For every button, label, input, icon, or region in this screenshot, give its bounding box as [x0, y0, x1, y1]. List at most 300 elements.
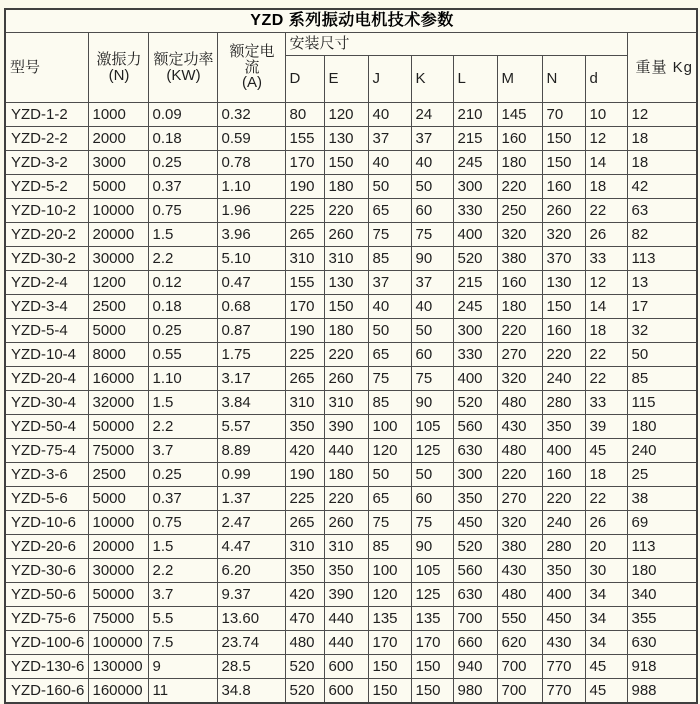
cell-dim-d-minor: 10 — [585, 103, 627, 127]
cell-force-n: 160000 — [88, 679, 148, 704]
cell-force-n: 30000 — [88, 247, 148, 271]
cell-current-a: 1.96 — [217, 199, 285, 223]
cell-dim-n: 150 — [542, 295, 585, 319]
cell-dim-m: 160 — [497, 271, 542, 295]
cell-weight-kg: 630 — [627, 631, 697, 655]
cell-dim-m: 320 — [497, 223, 542, 247]
cell-weight-kg: 38 — [627, 487, 697, 511]
cell-dim-e: 390 — [324, 583, 368, 607]
cell-dim-d-major: 520 — [285, 679, 324, 704]
cell-dim-m: 480 — [497, 439, 542, 463]
table-row — [5, 151, 697, 175]
cell-model: YZD-2-2 — [5, 127, 88, 151]
col-header-dim-j: J — [368, 56, 411, 103]
cell-weight-kg: 355 — [627, 607, 697, 631]
cell-model: YZD-160-6 — [5, 679, 88, 704]
cell-model: YZD-10-4 — [5, 343, 88, 367]
cell-weight-kg: 25 — [627, 463, 697, 487]
cell-model: YZD-5-4 — [5, 319, 88, 343]
cell-force-n: 20000 — [88, 535, 148, 559]
cell-power-kw: 0.25 — [148, 319, 217, 343]
cell-dim-e: 130 — [324, 271, 368, 295]
cell-dim-l: 300 — [453, 319, 497, 343]
cell-current-a: 1.37 — [217, 487, 285, 511]
cell-force-n: 100000 — [88, 631, 148, 655]
col-header-dim-e: E — [324, 56, 368, 103]
cell-dim-l: 630 — [453, 439, 497, 463]
cell-power-kw: 0.18 — [148, 127, 217, 151]
cell-dim-n: 260 — [542, 199, 585, 223]
cell-dim-k: 50 — [411, 463, 453, 487]
cell-dim-d-major: 190 — [285, 175, 324, 199]
cell-force-n: 10000 — [88, 511, 148, 535]
table-row — [5, 343, 697, 367]
cell-force-n: 50000 — [88, 415, 148, 439]
cell-model: YZD-75-4 — [5, 439, 88, 463]
cell-dim-d-major: 265 — [285, 367, 324, 391]
cell-dim-k: 150 — [411, 655, 453, 679]
cell-dim-l: 300 — [453, 175, 497, 199]
cell-dim-e: 180 — [324, 319, 368, 343]
cell-dim-m: 220 — [497, 463, 542, 487]
cell-model: YZD-3-2 — [5, 151, 88, 175]
cell-force-n: 5000 — [88, 175, 148, 199]
table-row — [5, 463, 697, 487]
cell-dim-d-minor: 45 — [585, 439, 627, 463]
cell-dim-e: 260 — [324, 223, 368, 247]
cell-power-kw: 1.5 — [148, 535, 217, 559]
cell-dim-d-minor: 22 — [585, 343, 627, 367]
table-row — [5, 223, 697, 247]
cell-current-a: 3.96 — [217, 223, 285, 247]
table-row — [5, 415, 697, 439]
cell-current-a: 23.74 — [217, 631, 285, 655]
col-header-force-unit: (N) — [108, 66, 130, 84]
cell-dim-e: 130 — [324, 127, 368, 151]
cell-dim-k: 37 — [411, 127, 453, 151]
cell-dim-l: 330 — [453, 343, 497, 367]
cell-force-n: 20000 — [88, 223, 148, 247]
cell-weight-kg: 180 — [627, 559, 697, 583]
col-header-force — [88, 33, 148, 103]
cell-dim-e: 260 — [324, 367, 368, 391]
cell-dim-n: 150 — [542, 127, 585, 151]
cell-dim-e: 310 — [324, 247, 368, 271]
cell-dim-n: 150 — [542, 151, 585, 175]
cell-dim-j: 40 — [368, 295, 411, 319]
cell-dim-n: 280 — [542, 391, 585, 415]
cell-dim-d-minor: 33 — [585, 391, 627, 415]
cell-dim-d-minor: 45 — [585, 679, 627, 704]
cell-force-n: 1200 — [88, 271, 148, 295]
cell-dim-d-major: 170 — [285, 151, 324, 175]
cell-dim-d-major: 420 — [285, 439, 324, 463]
cell-dim-n: 160 — [542, 319, 585, 343]
cell-current-a: 2.47 — [217, 511, 285, 535]
col-header-dim-m: M — [497, 56, 542, 103]
cell-dim-m: 250 — [497, 199, 542, 223]
cell-current-a: 0.99 — [217, 463, 285, 487]
cell-dim-e: 120 — [324, 103, 368, 127]
cell-model: YZD-3-4 — [5, 295, 88, 319]
cell-dim-d-minor: 34 — [585, 631, 627, 655]
cell-dim-n: 160 — [542, 175, 585, 199]
cell-weight-kg: 69 — [627, 511, 697, 535]
cell-dim-m: 700 — [497, 655, 542, 679]
cell-dim-m: 480 — [497, 391, 542, 415]
cell-dim-d-minor: 18 — [585, 175, 627, 199]
cell-model: YZD-1-2 — [5, 103, 88, 127]
cell-dim-d-minor: 33 — [585, 247, 627, 271]
cell-dim-e: 440 — [324, 607, 368, 631]
spec-table — [4, 8, 698, 704]
col-header-dim-k: K — [411, 56, 453, 103]
cell-dim-j: 37 — [368, 127, 411, 151]
table-row — [5, 127, 697, 151]
cell-dim-j: 65 — [368, 199, 411, 223]
cell-dim-e: 440 — [324, 439, 368, 463]
cell-dim-j: 85 — [368, 247, 411, 271]
cell-dim-k: 60 — [411, 343, 453, 367]
cell-dim-m: 220 — [497, 175, 542, 199]
cell-dim-e: 600 — [324, 679, 368, 704]
cell-model: YZD-5-2 — [5, 175, 88, 199]
cell-dim-d-major: 225 — [285, 343, 324, 367]
cell-dim-d-minor: 12 — [585, 271, 627, 295]
cell-weight-kg: 17 — [627, 295, 697, 319]
table-row — [5, 439, 697, 463]
cell-dim-d-minor: 39 — [585, 415, 627, 439]
cell-model: YZD-10-6 — [5, 511, 88, 535]
col-header-dim-l: L — [453, 56, 497, 103]
cell-dim-k: 50 — [411, 175, 453, 199]
cell-dim-e: 260 — [324, 511, 368, 535]
cell-dim-n: 770 — [542, 655, 585, 679]
cell-dim-j: 50 — [368, 463, 411, 487]
cell-dim-l: 245 — [453, 295, 497, 319]
cell-dim-d-major: 310 — [285, 247, 324, 271]
cell-weight-kg: 240 — [627, 439, 697, 463]
cell-dim-j: 85 — [368, 535, 411, 559]
cell-dim-k: 75 — [411, 511, 453, 535]
cell-force-n: 5000 — [88, 319, 148, 343]
cell-force-n: 3000 — [88, 151, 148, 175]
cell-dim-m: 380 — [497, 535, 542, 559]
cell-dim-k: 125 — [411, 583, 453, 607]
cell-force-n: 50000 — [88, 583, 148, 607]
cell-dim-l: 330 — [453, 199, 497, 223]
cell-dim-m: 480 — [497, 583, 542, 607]
cell-power-kw: 3.7 — [148, 439, 217, 463]
cell-weight-kg: 85 — [627, 367, 697, 391]
col-header-model: 型号 — [5, 33, 88, 103]
cell-dim-d-minor: 26 — [585, 511, 627, 535]
cell-dim-d-minor: 14 — [585, 295, 627, 319]
table-row — [5, 391, 697, 415]
table-row — [5, 175, 697, 199]
cell-dim-k: 150 — [411, 679, 453, 704]
cell-dim-e: 150 — [324, 295, 368, 319]
cell-weight-kg: 113 — [627, 247, 697, 271]
cell-dim-d-major: 310 — [285, 535, 324, 559]
table-row — [5, 247, 697, 271]
cell-dim-k: 24 — [411, 103, 453, 127]
col-header-dim-d-major: D — [285, 56, 324, 103]
cell-current-a: 28.5 — [217, 655, 285, 679]
cell-dim-d-major: 470 — [285, 607, 324, 631]
cell-dim-l: 215 — [453, 271, 497, 295]
cell-force-n: 30000 — [88, 559, 148, 583]
cell-dim-j: 150 — [368, 655, 411, 679]
cell-model: YZD-100-6 — [5, 631, 88, 655]
table-row — [5, 367, 697, 391]
cell-weight-kg: 918 — [627, 655, 697, 679]
header-row-top — [5, 33, 697, 56]
cell-model: YZD-130-6 — [5, 655, 88, 679]
cell-force-n: 16000 — [88, 367, 148, 391]
cell-dim-d-major: 190 — [285, 463, 324, 487]
cell-dim-d-major: 190 — [285, 319, 324, 343]
cell-dim-n: 430 — [542, 631, 585, 655]
col-header-dim-n: N — [542, 56, 585, 103]
cell-weight-kg: 18 — [627, 127, 697, 151]
cell-weight-kg: 180 — [627, 415, 697, 439]
table-row — [5, 607, 697, 631]
cell-dim-m: 430 — [497, 559, 542, 583]
cell-dim-l: 400 — [453, 223, 497, 247]
cell-dim-k: 105 — [411, 559, 453, 583]
title-row — [5, 9, 697, 33]
cell-current-a: 5.57 — [217, 415, 285, 439]
cell-model: YZD-20-2 — [5, 223, 88, 247]
cell-dim-m: 430 — [497, 415, 542, 439]
cell-dim-e: 220 — [324, 199, 368, 223]
cell-power-kw: 3.7 — [148, 583, 217, 607]
cell-dim-l: 630 — [453, 583, 497, 607]
cell-current-a: 0.32 — [217, 103, 285, 127]
cell-model: YZD-30-2 — [5, 247, 88, 271]
table-row — [5, 655, 697, 679]
cell-dim-d-major: 155 — [285, 127, 324, 151]
cell-dim-k: 90 — [411, 391, 453, 415]
cell-power-kw: 0.75 — [148, 511, 217, 535]
cell-weight-kg: 12 — [627, 103, 697, 127]
cell-dim-m: 320 — [497, 511, 542, 535]
cell-dim-j: 65 — [368, 487, 411, 511]
cell-dim-d-major: 225 — [285, 199, 324, 223]
col-header-power-unit: (KW) — [166, 66, 201, 84]
table-row — [5, 487, 697, 511]
cell-dim-l: 520 — [453, 391, 497, 415]
cell-dim-d-major: 480 — [285, 631, 324, 655]
cell-model: YZD-30-6 — [5, 559, 88, 583]
cell-dim-n: 160 — [542, 463, 585, 487]
cell-dim-l: 980 — [453, 679, 497, 704]
cell-dim-l: 660 — [453, 631, 497, 655]
cell-dim-e: 220 — [324, 343, 368, 367]
col-header-current-name1: 额定电 — [229, 42, 275, 60]
cell-current-a: 8.89 — [217, 439, 285, 463]
cell-dim-j: 100 — [368, 415, 411, 439]
cell-weight-kg: 50 — [627, 343, 697, 367]
cell-dim-j: 135 — [368, 607, 411, 631]
table-row — [5, 511, 697, 535]
cell-dim-j: 65 — [368, 343, 411, 367]
cell-dim-j: 50 — [368, 175, 411, 199]
page-title: YZD 系列振动电机技术参数 — [5, 9, 697, 33]
cell-dim-j: 50 — [368, 319, 411, 343]
cell-dim-n: 240 — [542, 511, 585, 535]
cell-dim-n: 280 — [542, 535, 585, 559]
cell-power-kw: 1.5 — [148, 223, 217, 247]
cell-power-kw: 2.2 — [148, 559, 217, 583]
col-header-current — [217, 33, 285, 103]
cell-dim-n: 220 — [542, 487, 585, 511]
cell-weight-kg: 42 — [627, 175, 697, 199]
cell-dim-d-minor: 34 — [585, 583, 627, 607]
cell-dim-l: 940 — [453, 655, 497, 679]
cell-dim-n: 320 — [542, 223, 585, 247]
cell-dim-e: 390 — [324, 415, 368, 439]
cell-dim-d-major: 225 — [285, 487, 324, 511]
cell-power-kw: 0.18 — [148, 295, 217, 319]
cell-dim-n: 240 — [542, 367, 585, 391]
cell-dim-n: 130 — [542, 271, 585, 295]
cell-dim-k: 50 — [411, 319, 453, 343]
cell-weight-kg: 340 — [627, 583, 697, 607]
cell-force-n: 8000 — [88, 343, 148, 367]
cell-dim-k: 40 — [411, 295, 453, 319]
cell-dim-e: 310 — [324, 535, 368, 559]
cell-model: YZD-50-6 — [5, 583, 88, 607]
cell-dim-k: 170 — [411, 631, 453, 655]
cell-force-n: 75000 — [88, 439, 148, 463]
cell-power-kw: 2.2 — [148, 415, 217, 439]
cell-dim-n: 220 — [542, 343, 585, 367]
cell-model: YZD-75-6 — [5, 607, 88, 631]
col-header-power-name: 额定功率 — [153, 50, 214, 68]
cell-power-kw: 0.37 — [148, 487, 217, 511]
cell-dim-j: 40 — [368, 103, 411, 127]
cell-dim-k: 125 — [411, 439, 453, 463]
cell-power-kw: 0.12 — [148, 271, 217, 295]
cell-dim-m: 270 — [497, 343, 542, 367]
cell-dim-l: 560 — [453, 559, 497, 583]
cell-model: YZD-10-2 — [5, 199, 88, 223]
cell-force-n: 2000 — [88, 127, 148, 151]
cell-current-a: 1.75 — [217, 343, 285, 367]
cell-dim-d-major: 265 — [285, 511, 324, 535]
cell-model: YZD-2-4 — [5, 271, 88, 295]
cell-dim-d-major: 155 — [285, 271, 324, 295]
cell-power-kw: 0.09 — [148, 103, 217, 127]
cell-weight-kg: 113 — [627, 535, 697, 559]
cell-dim-d-minor: 14 — [585, 151, 627, 175]
cell-dim-l: 520 — [453, 535, 497, 559]
cell-model: YZD-5-6 — [5, 487, 88, 511]
table-row — [5, 103, 697, 127]
cell-force-n: 2500 — [88, 463, 148, 487]
cell-model: YZD-30-4 — [5, 391, 88, 415]
table-row — [5, 631, 697, 655]
table-row — [5, 583, 697, 607]
cell-dim-d-major: 420 — [285, 583, 324, 607]
cell-current-a: 0.59 — [217, 127, 285, 151]
col-header-current-name2: 流 — [244, 58, 260, 76]
cell-current-a: 34.8 — [217, 679, 285, 704]
cell-dim-m: 550 — [497, 607, 542, 631]
cell-power-kw: 0.55 — [148, 343, 217, 367]
cell-dim-n: 370 — [542, 247, 585, 271]
cell-dim-k: 90 — [411, 247, 453, 271]
cell-dim-m: 320 — [497, 367, 542, 391]
cell-dim-n: 350 — [542, 415, 585, 439]
cell-dim-k: 60 — [411, 487, 453, 511]
cell-model: YZD-20-4 — [5, 367, 88, 391]
cell-power-kw: 1.5 — [148, 391, 217, 415]
cell-dim-d-minor: 18 — [585, 463, 627, 487]
cell-force-n: 10000 — [88, 199, 148, 223]
cell-dim-l: 450 — [453, 511, 497, 535]
cell-dim-m: 380 — [497, 247, 542, 271]
cell-dim-j: 170 — [368, 631, 411, 655]
cell-dim-e: 310 — [324, 391, 368, 415]
cell-current-a: 6.20 — [217, 559, 285, 583]
cell-dim-d-minor: 22 — [585, 487, 627, 511]
cell-dim-l: 700 — [453, 607, 497, 631]
cell-dim-e: 350 — [324, 559, 368, 583]
cell-dim-j: 75 — [368, 367, 411, 391]
cell-dim-d-major: 310 — [285, 391, 324, 415]
cell-dim-d-minor: 22 — [585, 199, 627, 223]
cell-dim-l: 210 — [453, 103, 497, 127]
cell-model: YZD-20-6 — [5, 535, 88, 559]
cell-dim-d-minor: 20 — [585, 535, 627, 559]
cell-force-n: 75000 — [88, 607, 148, 631]
cell-weight-kg: 18 — [627, 151, 697, 175]
cell-dim-d-major: 80 — [285, 103, 324, 127]
cell-model: YZD-3-6 — [5, 463, 88, 487]
col-header-power — [148, 33, 217, 103]
cell-weight-kg: 82 — [627, 223, 697, 247]
cell-dim-k: 40 — [411, 151, 453, 175]
table-row — [5, 559, 697, 583]
cell-force-n: 5000 — [88, 487, 148, 511]
cell-current-a: 3.84 — [217, 391, 285, 415]
cell-dim-d-major: 170 — [285, 295, 324, 319]
col-header-force-name: 激振力 — [96, 50, 142, 68]
cell-dim-d-minor: 26 — [585, 223, 627, 247]
cell-dim-j: 150 — [368, 679, 411, 704]
cell-dim-j: 37 — [368, 271, 411, 295]
cell-dim-l: 520 — [453, 247, 497, 271]
cell-dim-d-minor: 12 — [585, 127, 627, 151]
cell-dim-d-major: 350 — [285, 415, 324, 439]
cell-current-a: 3.17 — [217, 367, 285, 391]
cell-dim-e: 600 — [324, 655, 368, 679]
cell-weight-kg: 115 — [627, 391, 697, 415]
cell-dim-j: 85 — [368, 391, 411, 415]
cell-power-kw: 11 — [148, 679, 217, 704]
cell-power-kw: 7.5 — [148, 631, 217, 655]
cell-power-kw: 2.2 — [148, 247, 217, 271]
cell-dim-n: 450 — [542, 607, 585, 631]
cell-dim-d-minor: 45 — [585, 655, 627, 679]
cell-current-a: 13.60 — [217, 607, 285, 631]
cell-dim-k: 37 — [411, 271, 453, 295]
table-row — [5, 319, 697, 343]
cell-dim-m: 160 — [497, 127, 542, 151]
